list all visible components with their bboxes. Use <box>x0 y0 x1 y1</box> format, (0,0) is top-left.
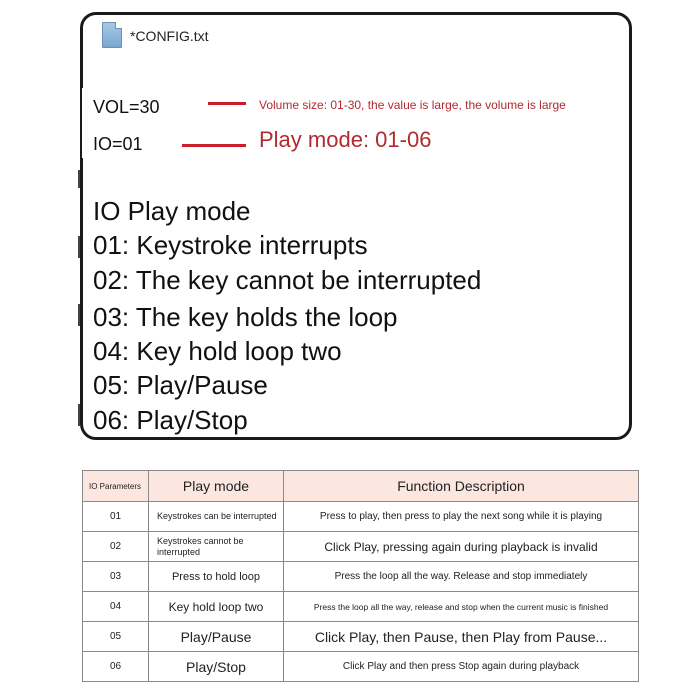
file-name: *CONFIG.txt <box>130 28 209 44</box>
row-function-description: Click Play, then Pause, then Play from Pause... <box>284 622 639 652</box>
row-function-description: Click Play, pressing again during playback is invalid <box>284 532 639 562</box>
vol-setting: VOL=30 <box>93 97 160 117</box>
vol-note-connector <box>208 102 246 105</box>
row-number: 05 <box>83 622 149 652</box>
text-file-icon <box>102 22 122 48</box>
left-margin-mark <box>78 236 80 258</box>
table-header-row <box>83 471 639 502</box>
row-play-mode: Key hold loop two <box>149 592 284 622</box>
io-mode-item: 06: Play/Stop <box>93 405 248 435</box>
left-margin-mark <box>78 304 80 326</box>
io-mode-item: 03: The key holds the loop <box>93 302 398 332</box>
io-note-connector <box>182 144 246 147</box>
row-function-description: Click Play and then press Stop again during playback <box>284 652 639 682</box>
row-function-description: Press the loop all the way. Release and stop immediately <box>284 562 639 592</box>
table-row <box>83 592 639 622</box>
header-play-mode: Play mode <box>149 471 284 502</box>
row-function-description: Press the loop all the way, release and stop when the current music is finished <box>284 592 639 622</box>
io-mode-item: 04: Key hold loop two <box>93 336 342 366</box>
row-play-mode: Play/Stop <box>149 652 284 682</box>
io-mode-item: 05: Play/Pause <box>93 370 268 400</box>
io-mode-item: 01: Keystroke interrupts <box>93 230 368 260</box>
io-mode-title: IO Play mode <box>93 196 251 226</box>
io-parameter-table <box>82 470 639 682</box>
row-number: 03 <box>83 562 149 592</box>
row-play-mode: Keystrokes can be interrupted <box>149 502 284 532</box>
io-mode-item: 02: The key cannot be interrupted <box>93 265 482 295</box>
left-margin-mark <box>78 404 80 426</box>
row-number: 04 <box>83 592 149 622</box>
table-row <box>83 652 639 682</box>
row-play-mode: Press to hold loop <box>149 562 284 592</box>
row-number: 02 <box>83 532 149 562</box>
table-row <box>83 502 639 532</box>
left-margin-mark <box>78 170 80 188</box>
row-play-mode: Keystrokes cannot be interrupted <box>149 532 284 562</box>
vol-note: Volume size: 01-30, the value is large, the volume is large <box>259 98 566 112</box>
io-note: Play mode: 01-06 <box>259 127 432 152</box>
header-io-parameters: IO Parameters <box>83 471 149 502</box>
table-row <box>83 562 639 592</box>
table-row <box>83 532 639 562</box>
row-function-description: Press to play, then press to play the next song while it is playing <box>284 502 639 532</box>
io-setting: IO=01 <box>93 134 143 154</box>
row-number: 01 <box>83 502 149 532</box>
header-function-description: Function Description <box>284 471 639 502</box>
table-row <box>83 622 639 652</box>
row-play-mode: Play/Pause <box>149 622 284 652</box>
row-number: 06 <box>83 652 149 682</box>
